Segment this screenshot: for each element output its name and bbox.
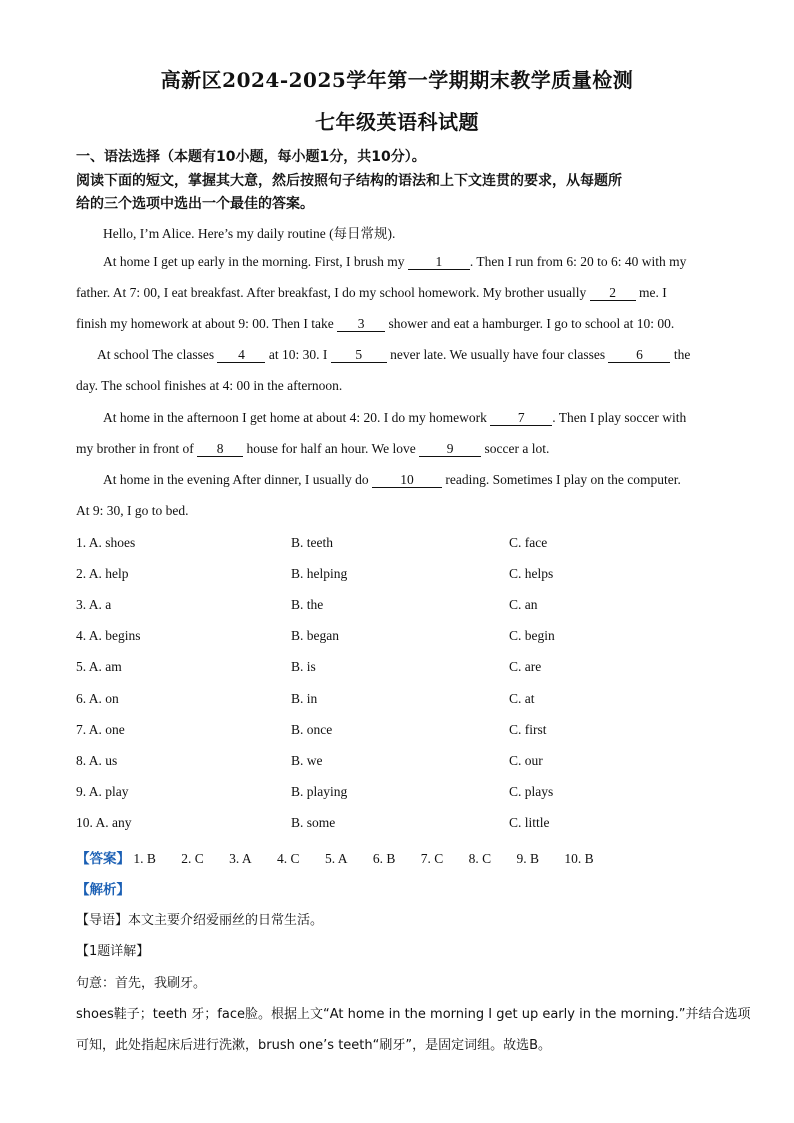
option-c: C. helps [509,566,554,581]
option-c: C. our [509,753,543,768]
q1-explanation-line-2: 可知，此处指起床后进行洗漱，brush one’s teeth“刷牙”，是固定词组。故选B。 [76,1038,552,1053]
option-a: 4. A. begins [76,628,141,643]
option-b: B. the [291,597,324,612]
passage-line: At home I get up early in the morning. First, I brush my 1 . Then I run from 6: 20 to 6: 40 with my [103,254,687,269]
passage-line: Hello, I’m Alice. Here’s my daily routine (每日常规). [103,226,396,241]
q1-sentence: 句意：首先，我刷牙。 [76,976,207,991]
option-c: C. first [509,722,547,737]
option-c: C. plays [509,784,554,799]
passage-line: my brother in front of 8 house for half an hour. We love 9 soccer a lot. [76,441,550,456]
option-c: C. are [509,659,542,674]
answer-item: 10. B [564,851,594,866]
option-b: B. helping [291,566,348,581]
answer-item: 2. C [181,851,204,866]
answer-item: 7. C [420,851,444,866]
blank-9: 9 [419,442,481,457]
passage-line: At school The classes 4 at 10: 30. I 5 never late. We usually have four classes 6 the [97,347,691,362]
option-c: C. face [509,535,548,550]
blank-2: 2 [590,286,636,301]
analysis-label: 【解析】 [76,882,130,898]
option-a: 10. A. any [76,815,132,830]
blank-6: 6 [608,348,670,363]
section-heading: 一、语法选择（本题有10小题，每小题1分，共10分）。 [76,149,426,165]
blank-1: 1 [408,255,470,270]
answer-item: 1. B [133,851,156,866]
blank-10: 10 [372,473,442,488]
option-c: C. an [509,597,538,612]
option-c: C. at [509,691,535,706]
option-a: 7. A. one [76,722,125,737]
blank-8: 8 [197,442,243,457]
passage-line: finish my homework at about 9: 00. Then I take 3 shower and eat a hamburger. I go to school at 10: 00. [76,316,675,331]
option-a: 9. A. play [76,784,129,799]
answer-item: 3. A [229,851,252,866]
instruction-line-1: 阅读下面的短文，掌握其大意，然后按照句子结构的语法和上下文连贯的要求，从每题所 [76,173,622,189]
answer-item: 4. C [277,851,300,866]
option-c: C. begin [509,628,555,643]
answer-item: 5. A [324,851,348,866]
blank-5: 5 [331,348,387,363]
exam-title: 高新区2024-2025学年第一学期期末教学质量检测 [160,68,634,92]
answer-item: 9. B [516,851,540,866]
option-a: 2. A. help [76,566,129,581]
answer-row [76,847,616,867]
exam-subtitle: 七年级英语科试题 [315,110,479,134]
passage-line: At home in the evening After dinner, I usually do 10 reading. Sometimes I play on the computer. [103,472,681,487]
blank-3: 3 [337,317,385,332]
option-a: 6. A. on [76,691,119,706]
option-b: B. is [291,659,316,674]
passage-line: At home in the afternoon I get home at about 4: 20. I do my homework 7 . Then I play soccer with [103,410,687,425]
option-c: C. little [509,815,550,830]
q1-explanation-line-1: shoes鞋子；teeth 牙；face脸。根据上文“At home in the morning I get up early in the morning.”并结合选项 [76,1007,751,1022]
instruction-line-2: 给的三个选项中选出一个最佳的答案。 [76,196,314,212]
passage-line: father. At 7: 00, I eat breakfast. After breakfast, I do my school homework. My brother usually 2 me. I [76,285,667,300]
option-b: B. playing [291,784,348,799]
blank-7: 7 [490,411,552,426]
option-b: B. we [291,753,323,768]
option-b: B. once [291,722,333,737]
option-b: B. some [291,815,336,830]
option-b: B. in [291,691,318,706]
passage-line: day. The school finishes at 4: 00 in the afternoon. [76,378,343,393]
option-a: 1. A. shoes [76,535,136,550]
guide-text: 【导语】本文主要介绍爱丽丝的日常生活。 [76,913,324,928]
answer-item: 8. C [468,851,492,866]
option-b: B. teeth [291,535,333,550]
option-b: B. began [291,628,339,643]
passage-line: At 9: 30, I go to bed. [76,503,189,518]
option-a: 5. A. am [76,659,122,674]
answer-item: 6. B [372,851,396,866]
answer-label: 【答案】 [76,851,130,867]
option-a: 3. A. a [76,597,112,612]
q1-label: 【1题详解】 [76,944,150,959]
blank-4: 4 [217,348,265,363]
option-a: 8. A. us [76,753,118,768]
